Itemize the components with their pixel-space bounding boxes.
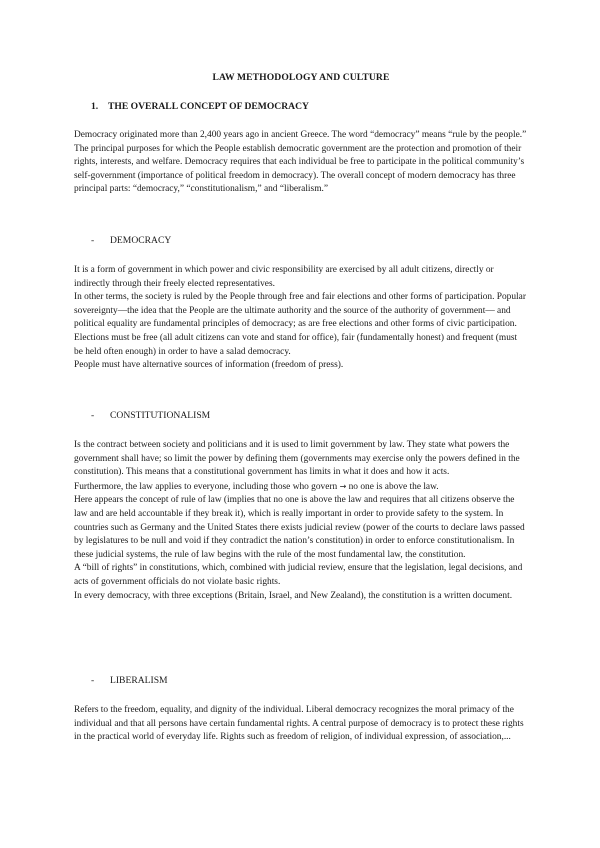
democracy-heading-text: DEMOCRACY bbox=[110, 235, 172, 246]
document-title: LAW METHODOLOGY AND CULTURE bbox=[212, 72, 390, 83]
democracy-paragraph: People must have alternative sources of information (freedom of press). bbox=[74, 360, 344, 371]
section-number: 1. bbox=[91, 101, 99, 112]
democracy-body bbox=[74, 264, 528, 373]
section-heading bbox=[91, 101, 309, 112]
constitutionalism-heading-text: CONSTITUTIONALISM bbox=[110, 410, 211, 421]
section-title: THE OVERALL CONCEPT OF DEMOCRACY bbox=[108, 101, 309, 112]
intro-text: Democracy originated more than 2,400 years ago in ancient Greece. The word “democracy” means “rule by the people.” The principal purposes for which the People establish democratic government are the protection and promotion of their rights, interests, and welfare. Democracy requires that each individual be free to participate in the political community’s self-government (importance of political freedom in democracy). The overall concept of modern democracy has three principal parts: “democracy,” “constitutionalism,” and “liberalism.” bbox=[74, 130, 527, 195]
constitutionalism-paragraph: In every democracy, with three exceptions (Britain, Israel, and New Zealand), the constitution is a written document. bbox=[74, 590, 513, 601]
constitutionalism-paragraph: Here appears the concept of rule of law (implies that no one is above the law and requires that all citizens observe the law and are held accountable if they break it), which is really important in order to provide safety to the system. In countries such as Germany and the United States there exists judicial review (power of the courts to declare laws passed by legislatures to be null and void if they contradict the nation’s constitution) in order to enforce constitutionalism. In these judicial systems, the rule of law begins with the rule of the most fundamental law, the constitution. bbox=[74, 495, 525, 560]
intro-paragraph bbox=[74, 129, 528, 197]
law-applies-text: Furthermore, the law applies to everyone, including those who govern bbox=[74, 481, 338, 492]
bullet-dash: - bbox=[91, 410, 95, 421]
constitutionalism-paragraph: A “bill of rights” in constitutions, which, combined with judicial review, ensure that the legislation, legal decisions, and acts of government officials do not violate basic rights. bbox=[74, 563, 523, 587]
democracy-heading bbox=[91, 235, 171, 246]
democracy-paragraph: Elections must be free (all adult citizens can vote and stand for office), fair (fundamentally honest) and frequent (must be held often enough) in order to have a salad democracy. bbox=[74, 332, 518, 357]
bullet-dash: - bbox=[91, 235, 95, 246]
bullet-dash: - bbox=[91, 675, 95, 686]
liberalism-heading bbox=[91, 675, 168, 686]
constitutionalism-paragraph: Is the contract between society and politicians and it is used to limit government by law. They state what powers the government shall have; so limit the power by defining them (governments may exercise only the powers defined in the constitution). This means that a constitutional government has limits in what it does and how it acts. bbox=[74, 440, 520, 478]
democracy-paragraph: In other terms, the society is ruled by the People through free and fair elections and other forms of participation. Popular sovereignty—the idea that the People are the ultimate authority and the source of the authority of government— and political equality are fundamental principles of democracy; as are free elections and other forms of civic participation. bbox=[74, 292, 526, 330]
constitutionalism-heading bbox=[91, 410, 210, 421]
democracy-paragraph: It is a form of government in which power and civic responsibility are exercised by all adult citizens, directly or indirectly through their freely elected representatives. bbox=[74, 265, 494, 289]
constitutionalism-paragraph bbox=[74, 480, 528, 495]
liberalism-paragraph: Refers to the freedom, equality, and dignity of the individual. Liberal democracy recognizes the moral primacy of the individual and that all persons have certain fundamental rights. A central purpose of democracy is to protect these rights in the practical world of everyday life. Rights such as freedom of religion, of individual expression, of association,... bbox=[74, 705, 524, 743]
no-one-above-law-text: no one is above the law. bbox=[348, 481, 439, 492]
liberalism-body bbox=[74, 704, 528, 745]
right-arrow-icon: → bbox=[339, 481, 347, 491]
constitutionalism-body bbox=[74, 439, 528, 603]
liberalism-heading-text: LIBERALISM bbox=[110, 675, 168, 686]
